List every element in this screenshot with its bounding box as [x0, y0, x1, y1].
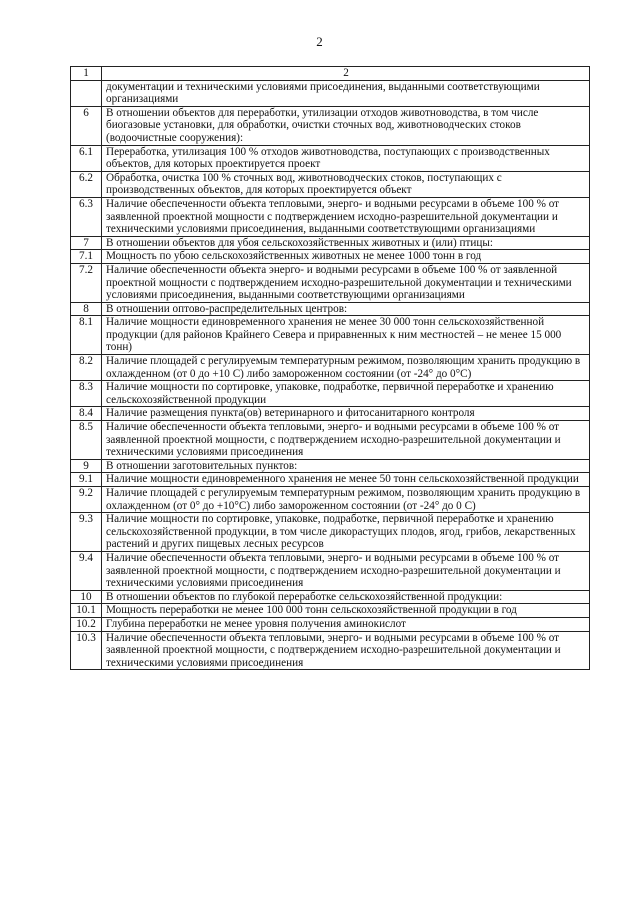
page-number: 2	[316, 34, 323, 49]
row-text: В отношении оптово-распределительных центров:	[102, 302, 590, 316]
row-text: Наличие площадей с регулируемым температурным режимом, позволяющим хранить продукцию в охлажденном (от 0° до +10°С) либо замороженном состоянии (от -24° до 0 С)	[102, 487, 590, 513]
table-row	[71, 316, 590, 355]
table-row	[71, 302, 590, 316]
row-number: 10.1	[71, 604, 102, 618]
table-row	[71, 145, 590, 171]
row-number: 7.1	[71, 250, 102, 264]
row-number: 9.2	[71, 487, 102, 513]
row-text: В отношении объектов для убоя сельскохозяйственных животных и (или) птицы:	[102, 236, 590, 250]
row-number: 8.5	[71, 421, 102, 460]
table-row	[71, 355, 590, 381]
table-row	[71, 381, 590, 407]
row-text: Наличие обеспеченности объекта тепловыми, энерго- и водными ресурсами в объеме 100 % от заявленной проектной мощности, с подтверждением исходно-разрешительной документации и техническими условиями присоединения	[102, 421, 590, 460]
row-number: 9.3	[71, 513, 102, 552]
row-number: 6	[71, 106, 102, 145]
row-number: 7.2	[71, 263, 102, 302]
row-number: 6.3	[71, 197, 102, 236]
table-row	[71, 631, 590, 670]
table-row	[71, 171, 590, 197]
row-text: Наличие мощности единовременного хранения не менее 50 тонн сельскохозяйственной продукции	[102, 473, 590, 487]
table-row	[71, 407, 590, 421]
row-text: Наличие мощности по сортировке, упаковке, подработке, первичной переработке и хранению сельскохозяйственной продукции	[102, 381, 590, 407]
row-number: 10	[71, 590, 102, 604]
row-text: В отношении заготовительных пунктов:	[102, 459, 590, 473]
table-row	[71, 421, 590, 460]
table-row	[71, 513, 590, 552]
table-header-row	[71, 67, 590, 81]
row-text: Наличие обеспеченности объекта тепловыми, энерго- и водными ресурсами в объеме 100 % от заявленной проектной мощности с подтверждением исходно-разрешительной документации и техническими условиями присоединения, выданными соответствующими организациями	[102, 197, 590, 236]
row-number: 6.1	[71, 145, 102, 171]
row-number: 9	[71, 459, 102, 473]
header-cell-number: 1	[71, 67, 102, 81]
table-row	[71, 473, 590, 487]
row-number: 10.3	[71, 631, 102, 670]
row-text: Наличие мощности единовременного хранения не менее 30 000 тонн сельскохозяйственной продукции (для районов Крайнего Севера и приравненных к ним местностей – не менее 15 000 тонн)	[102, 316, 590, 355]
row-text: Наличие мощности по сортировке, упаковке, подработке, первичной переработке и хранению сельскохозяйственной продукции, в том числе дикорастущих плодов, ягод, грибов, лекарственных растений и других пищевых лесных ресурсов	[102, 513, 590, 552]
table-row	[71, 250, 590, 264]
row-text: Наличие размещения пункта(ов) ветеринарного и фитосанитарного контроля	[102, 407, 590, 421]
row-text: Наличие обеспеченности объекта тепловыми, энерго- и водными ресурсами в объеме 100 % от заявленной проектной мощности, с подтверждением исходно-разрешительной документации и техническими условиями присоединения	[102, 631, 590, 670]
row-text: Мощность переработки не менее 100 000 тонн сельскохозяйственной продукции в год	[102, 604, 590, 618]
table-row	[71, 617, 590, 631]
row-number: 7	[71, 236, 102, 250]
header-cell-text: 2	[102, 67, 590, 81]
table-row	[71, 604, 590, 618]
requirements-table	[70, 66, 590, 670]
table-row	[71, 263, 590, 302]
row-number: 8	[71, 302, 102, 316]
row-text: Глубина переработки не менее уровня получения аминокислот	[102, 617, 590, 631]
row-number: 8.3	[71, 381, 102, 407]
row-text: документации и техническими условиями присоединения, выданными соответствующими организациями	[102, 80, 590, 106]
row-number: 8.2	[71, 355, 102, 381]
table-row	[71, 80, 590, 106]
row-text: В отношении объектов по глубокой переработке сельскохозяйственной продукции:	[102, 590, 590, 604]
table-row	[71, 551, 590, 590]
row-number: 9.1	[71, 473, 102, 487]
row-text: Наличие обеспеченности объекта энерго- и водными ресурсами в объеме 100 % от заявленной проектной мощности с подтверждением исходно-разрешительной документации и техническими условиями присоединения, выданными соответствующими организациями	[102, 263, 590, 302]
row-text: Переработка, утилизация 100 % отходов животноводства, поступающих с производственных объектов, для которых проектируется проект	[102, 145, 590, 171]
row-number: 8.4	[71, 407, 102, 421]
row-text: Наличие площадей с регулируемым температурным режимом, позволяющим хранить продукцию в охлажденном (от 0 до +10 С) либо замороженном состоянии (от -24° до 0°С)	[102, 355, 590, 381]
row-number: 8.1	[71, 316, 102, 355]
row-number	[71, 80, 102, 106]
row-text: В отношении объектов для переработки, утилизации отходов животноводства, в том числе биогазовые установки, для обработки, очистки сточных вод, животноводческих стоков (водоочистные сооружения):	[102, 106, 590, 145]
row-number: 9.4	[71, 551, 102, 590]
row-number: 6.2	[71, 171, 102, 197]
table-row	[71, 197, 590, 236]
row-number: 10.2	[71, 617, 102, 631]
table-row	[71, 459, 590, 473]
table-row	[71, 487, 590, 513]
row-text: Обработка, очистка 100 % сточных вод, животноводческих стоков, поступающих с производственных объектов, для которых проектируется объект	[102, 171, 590, 197]
table-row	[71, 590, 590, 604]
table-row	[71, 106, 590, 145]
table-row	[71, 236, 590, 250]
row-text: Наличие обеспеченности объекта тепловыми, энерго- и водными ресурсами в объеме 100 % от заявленной проектной мощности, с подтверждением исходно-разрешительной документации и техническими условиями присоединения	[102, 551, 590, 590]
row-text: Мощность по убою сельскохозяйственных животных не менее 1000 тонн в год	[102, 250, 590, 264]
